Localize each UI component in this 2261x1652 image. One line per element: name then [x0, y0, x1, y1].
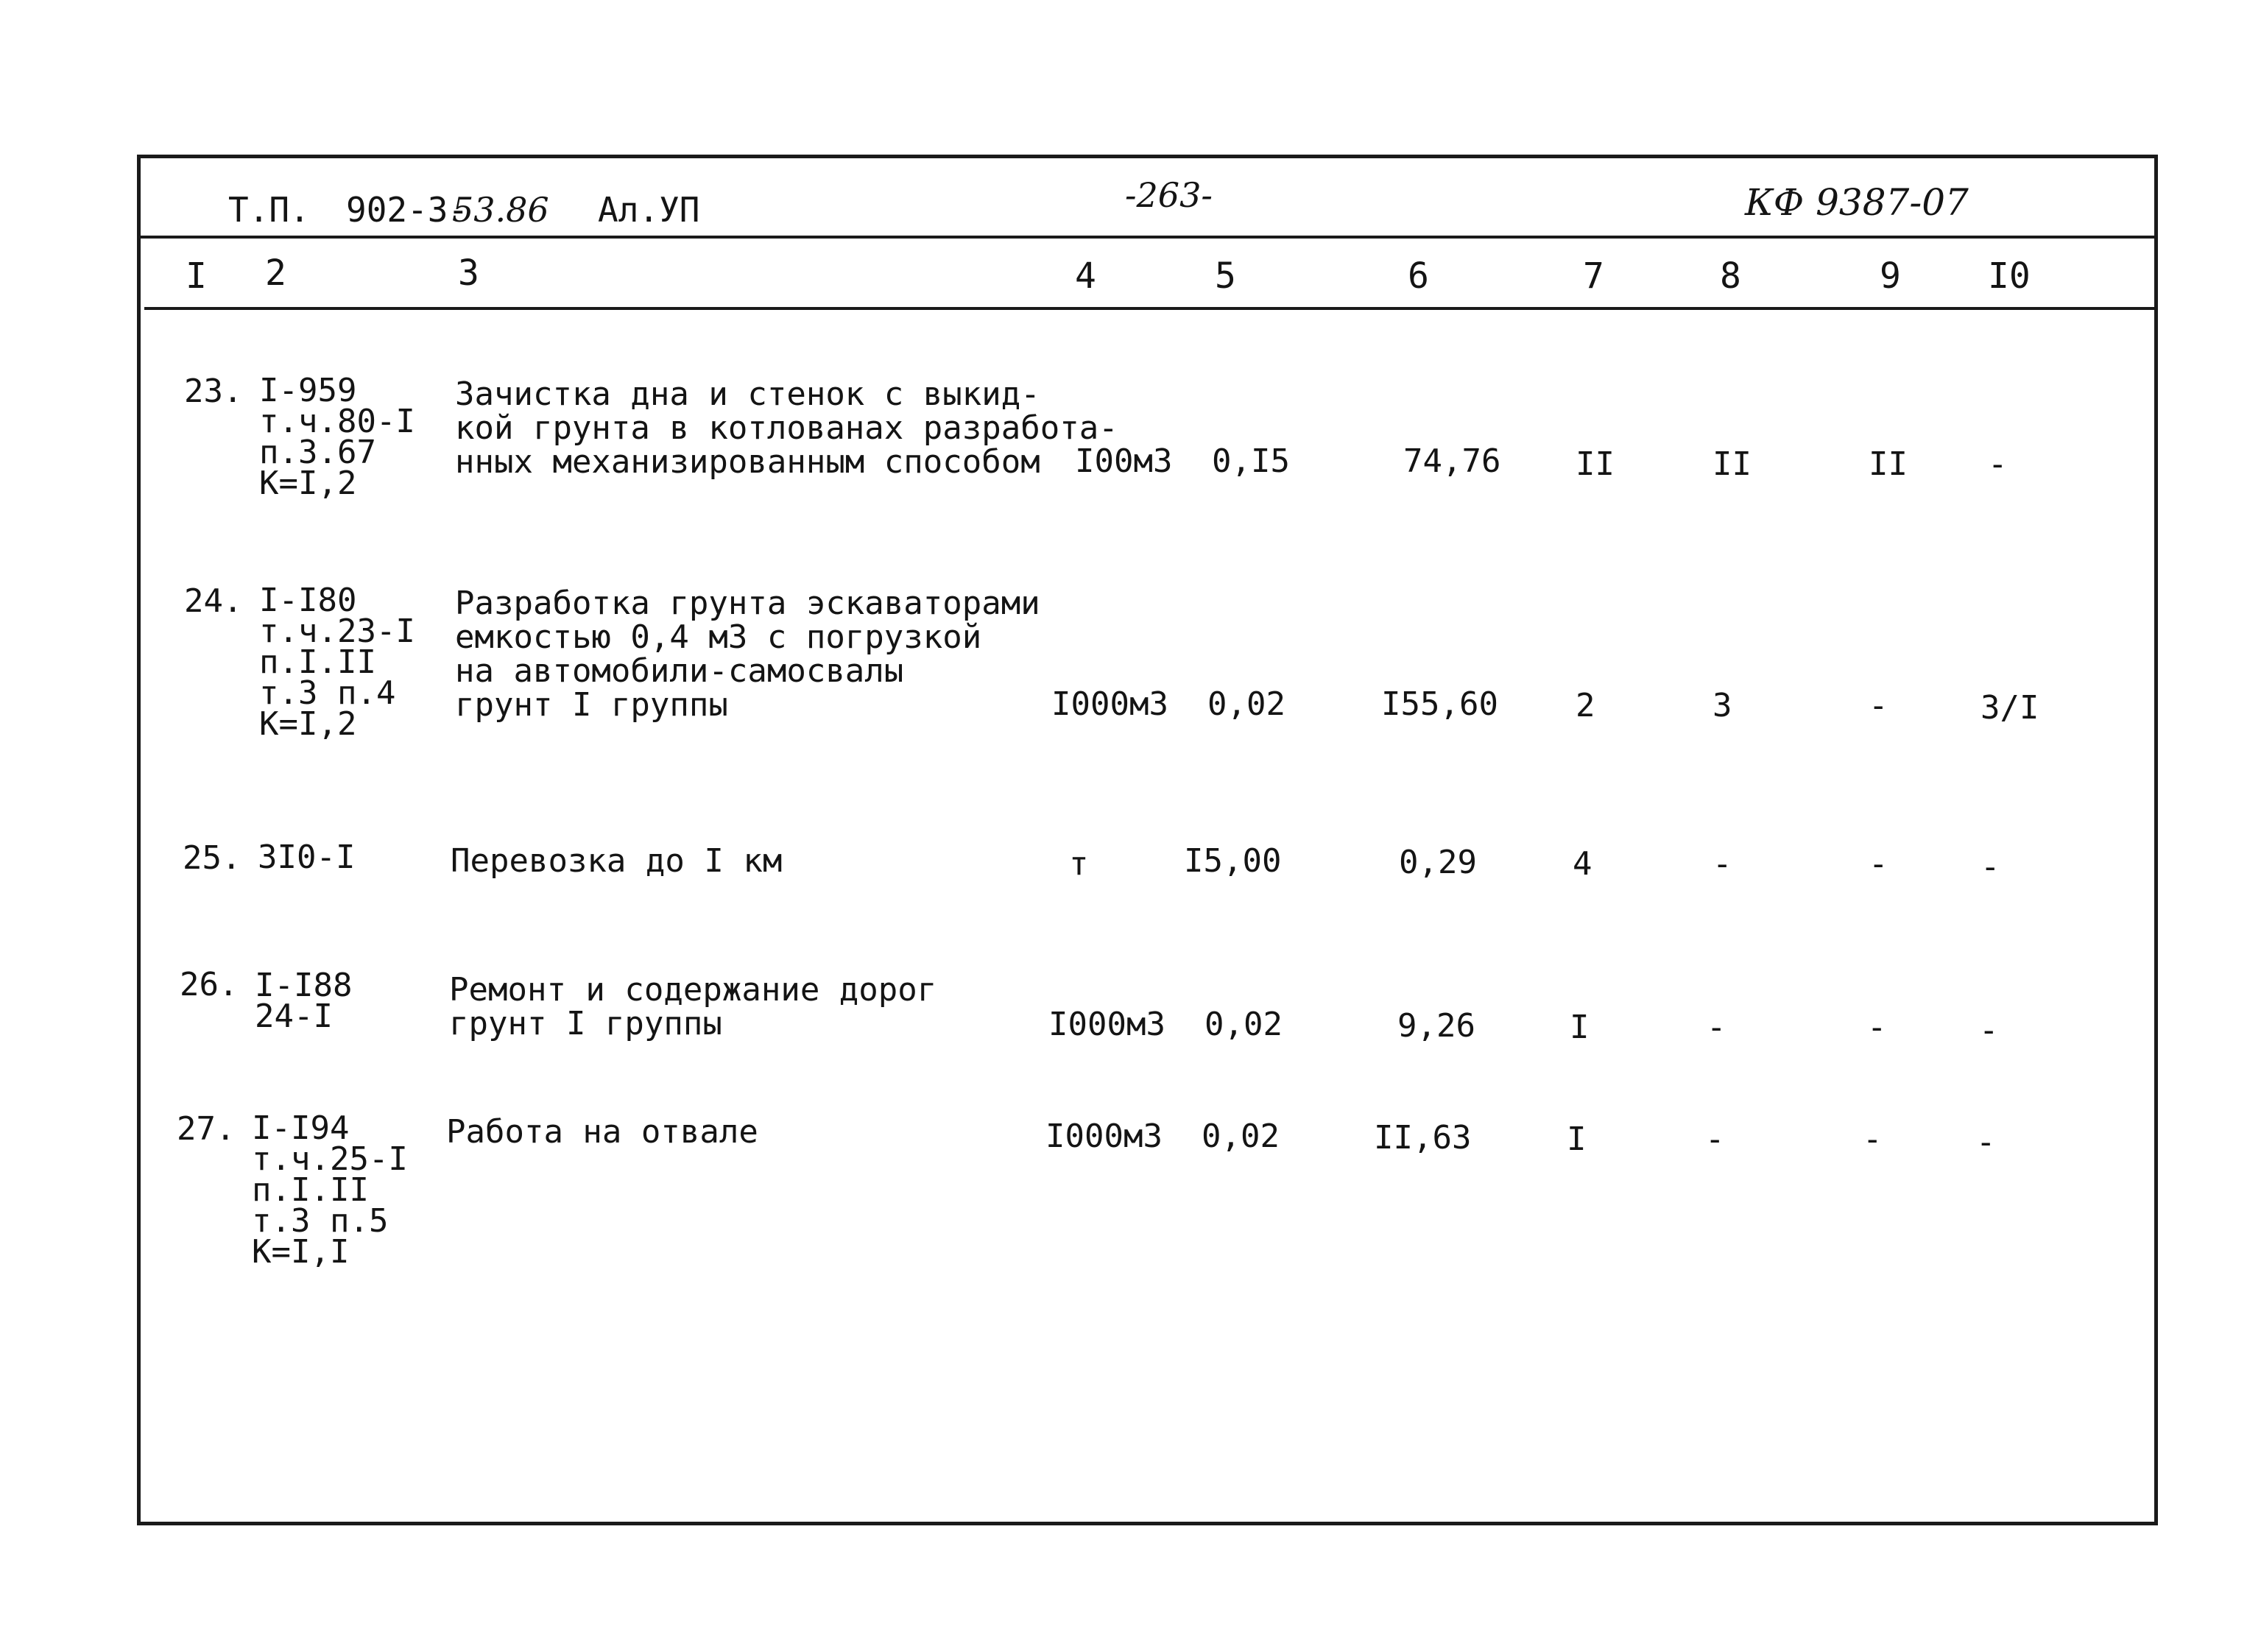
- row-number: 27.: [177, 1110, 236, 1148]
- row-quantity: 0,I5: [1212, 442, 1290, 480]
- doc-number-handwritten: 53.86: [452, 190, 549, 230]
- row-code: 3I0-I: [258, 839, 356, 876]
- row-description: Ремонт и содержание дорог грунт I группы: [449, 971, 937, 1042]
- row-col9: -: [1869, 687, 1888, 724]
- doc-number-typed: 902-3-: [346, 190, 469, 230]
- row-col10: 3/I: [1980, 689, 2039, 727]
- row-col7: II: [1576, 445, 1615, 483]
- row-unit: I00м3: [1075, 442, 1173, 480]
- row-number: 26.: [180, 966, 239, 1003]
- column-number: 4: [1075, 255, 1096, 297]
- row-col9: -: [1867, 1009, 1887, 1046]
- column-number: 3: [458, 253, 479, 294]
- row-col10: -: [1980, 848, 2000, 886]
- row-number: 23.: [184, 373, 243, 410]
- row-col7: 2: [1576, 687, 1595, 724]
- row-code: I-I88 24-I: [255, 967, 353, 1035]
- row-col9: -: [1869, 845, 1888, 883]
- row-description: Разработка грунта эскаваторами емкостью 0,4 м3 с погрузкой на автомобили-самосвалы грунт I группы: [455, 585, 1040, 724]
- row-quantity: I5,00: [1184, 842, 1282, 880]
- row-unit: I000м3: [1045, 1118, 1163, 1155]
- row-description: Работа на отвале: [446, 1113, 758, 1151]
- row-quantity: 0,02: [1202, 1118, 1280, 1155]
- row-col8: -: [1707, 1009, 1726, 1046]
- row-price: 9,26: [1397, 1007, 1475, 1045]
- header-divider: [137, 236, 2158, 239]
- column-number: 2: [265, 253, 286, 294]
- row-description: Перевозка до I км: [451, 842, 783, 880]
- row-quantity: 0,02: [1204, 1006, 1283, 1043]
- row-col8: -: [1705, 1120, 1725, 1158]
- row-price: 74,76: [1403, 442, 1501, 480]
- table-frame: [137, 155, 2158, 1525]
- row-col7: I: [1567, 1120, 1587, 1158]
- row-description: Зачистка дна и стенок с выкид- кой грунта в котлованах разработа- нных механизированным способом: [455, 375, 1118, 481]
- row-quantity: 0,02: [1207, 685, 1285, 723]
- row-col10: -: [1988, 445, 2008, 483]
- row-price: 0,29: [1399, 844, 1477, 881]
- row-unit: I000м3: [1051, 685, 1168, 723]
- column-number: 9: [1880, 255, 1901, 297]
- header-prefix: Т.П.: [228, 190, 310, 230]
- row-col8: 3: [1712, 687, 1732, 724]
- row-col7: I: [1570, 1009, 1590, 1046]
- column-number: I: [186, 255, 207, 297]
- row-code: I-959 т.ч.80-I п.3.67 К=I,2: [259, 372, 415, 502]
- row-price: I55,60: [1381, 685, 1498, 723]
- row-unit: т: [1069, 845, 1089, 883]
- column-number: I0: [1988, 255, 2031, 297]
- row-col10: -: [1979, 1012, 1999, 1049]
- album-label: Ал.УП: [598, 190, 700, 230]
- row-code: I-I94 т.ч.25-I п.I.II т.3 п.5 К=I,I: [252, 1109, 408, 1271]
- row-col8: -: [1712, 845, 1732, 883]
- row-price: II,63: [1374, 1119, 1472, 1157]
- row-number: 24.: [184, 582, 243, 620]
- row-col9: II: [1869, 445, 1908, 483]
- row-col8: II: [1712, 445, 1752, 483]
- row-number: 25.: [183, 839, 241, 877]
- row-code: I-I80 т.ч.23-I п.I.II т.3 п.4 К=I,2: [259, 582, 415, 743]
- row-unit: I000м3: [1048, 1006, 1165, 1043]
- column-number: 6: [1408, 255, 1429, 297]
- catalog-code: КФ 9387-07: [1745, 181, 1969, 224]
- column-number: 7: [1583, 255, 1604, 297]
- page-number: -263-: [1125, 175, 1213, 215]
- column-number: 5: [1215, 255, 1236, 297]
- column-number: 8: [1720, 255, 1741, 297]
- row-col7: 4: [1573, 845, 1592, 883]
- row-col9: -: [1863, 1120, 1883, 1158]
- column-header-divider: [144, 307, 2158, 310]
- row-col10: -: [1976, 1123, 1996, 1161]
